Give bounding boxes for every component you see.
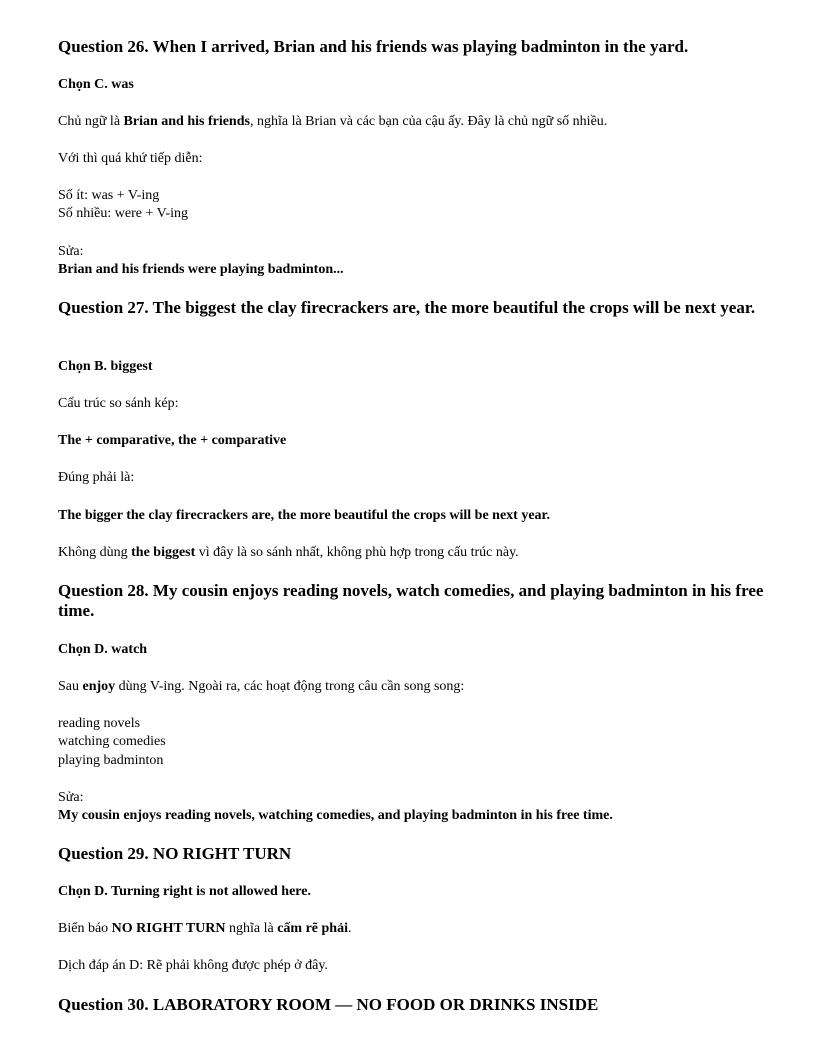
q26-tense-intro: Với thì quá khứ tiếp diễn: [58,151,203,166]
q28-explanation: Sau enjoy dùng V-ing. Ngoài ra, các hoạt động trong câu cần song song: [58,679,465,694]
q29-translation: Dịch đáp án D: Rẽ phải không được phép ở đây. [58,958,328,973]
q30-heading: Question 30. LABORATORY ROOM — NO FOOD OR DRINKS INSIDE [58,995,599,1014]
list-item: playing badminton [58,753,164,768]
q26-fix: Brian and his friends were playing badminton... [58,262,344,277]
q27-note: Không dùng the biggest vì đây là so sánh nhất, không phù hợp trong cấu trúc này. [58,545,519,560]
q26-fix-label: Sửa: [58,244,84,259]
q27-correct-sentence: The bigger the clay firecrackers are, the more beautiful the crops will be next year. [58,508,550,523]
q26-singular-rule: Số ít: was + V-ing [58,188,160,203]
q27-structure-intro: Cấu trúc so sánh kép: [58,396,179,411]
q27-structure: The + comparative, the + comparative [58,433,287,448]
q28-answer: Chọn D. watch [58,642,148,657]
list-item: watching comedies [58,734,166,749]
list-item: reading novels [58,716,141,731]
q29-heading: Question 29. NO RIGHT TURN [58,844,292,863]
q29-explanation: Biển báo NO RIGHT TURN nghĩa là cấm rẽ phải. [58,921,352,936]
q28-fix-label: Sửa: [58,790,84,805]
q27-correct-intro: Đúng phải là: [58,470,135,485]
q26-answer: Chọn C. was [58,77,134,92]
q28-fix: My cousin enjoys reading novels, watching comedies, and playing badminton in his free time. [58,808,613,823]
q29-answer: Chọn D. Turning right is not allowed here. [58,884,311,899]
q26-heading: Question 26. When I arrived, Brian and his friends was playing badminton in the yard. [58,37,689,56]
q26-plural-rule: Số nhiều: were + V-ing [58,206,188,221]
q28-heading: Question 28. My cousin enjoys reading novels, watch comedies, and playing badminton in his free time. [58,581,764,620]
q27-heading: Question 27. The biggest the clay firecrackers are, the more beautiful the crops will be next year. [58,298,756,317]
q26-explanation: Chủ ngữ là Brian and his friends, nghĩa là Brian và các bạn của cậu ấy. Đây là chủ ngữ số nhiều. [58,114,608,129]
q27-answer: Chọn B. biggest [58,359,153,374]
